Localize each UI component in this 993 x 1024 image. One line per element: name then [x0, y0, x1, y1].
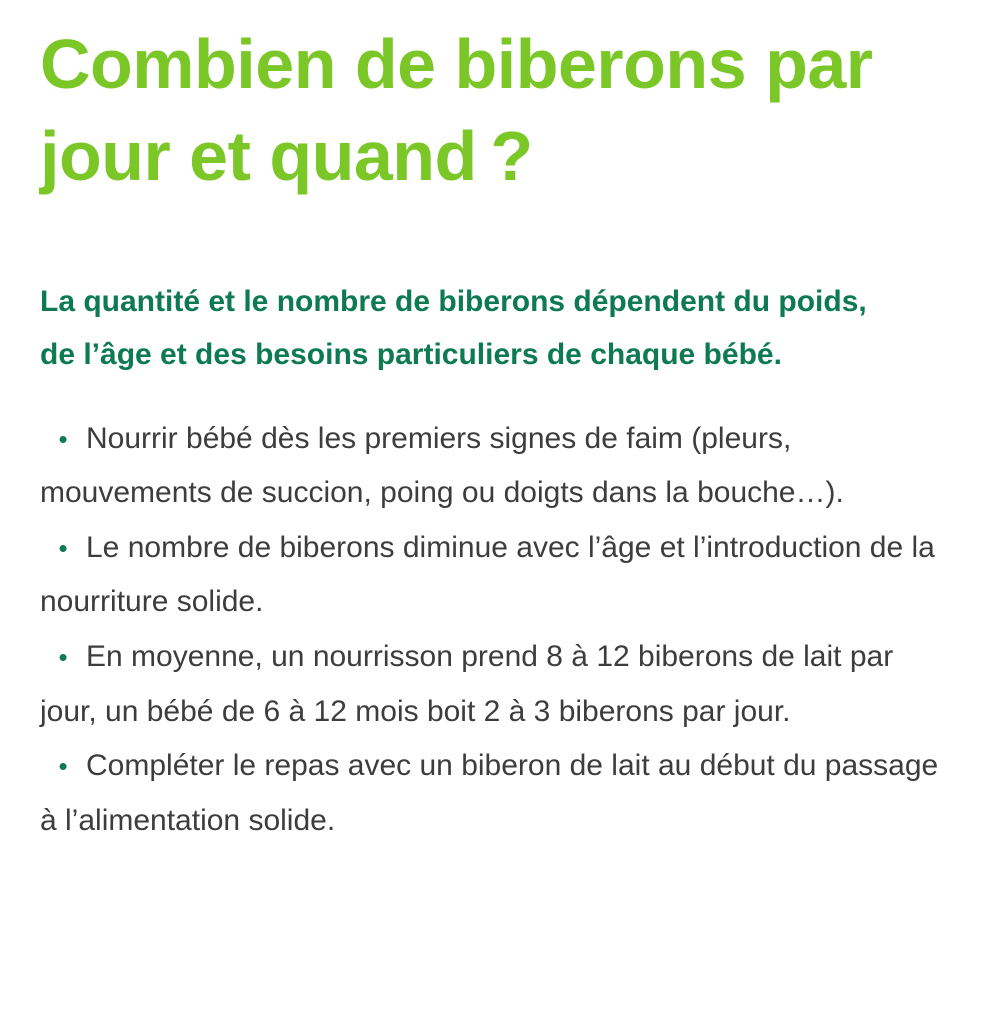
- list-item-text: Nourrir bébé dès les premiers signes de faim (pleurs, mouvements de succion, poing ou doigts dans la bouche…).: [40, 421, 844, 510]
- bullet-icon: •: [58, 532, 68, 563]
- bullet-icon: •: [58, 423, 68, 454]
- bullet-icon: •: [58, 751, 68, 782]
- bullet-icon: •: [58, 641, 68, 672]
- page-title: Combien de biberons par jour et quand ?: [40, 25, 873, 196]
- list-item-text: Compléter le repas avec un biberon de lait au début du passage à l’alimentation solide.: [40, 749, 939, 837]
- list-item-text: En moyenne, un nourrisson prend 8 à 12 biberons de lait par jour, un bébé de 6 à 12 mois boit 2 à 3 biberons par jour.: [40, 639, 894, 728]
- list-item: [40, 739, 953, 848]
- lead-paragraph: La quantité et le nombre de biberons dépendent du poids, de l’âge et des besoins particuliers de chaque bébé.: [40, 284, 867, 372]
- list-item: [40, 412, 953, 521]
- list-item: [40, 630, 953, 739]
- advice-list: [40, 412, 953, 849]
- list-item: [40, 521, 953, 630]
- list-item-text: Le nombre de biberons diminue avec l’âge et l’introduction de la nourriture solide.: [40, 530, 935, 619]
